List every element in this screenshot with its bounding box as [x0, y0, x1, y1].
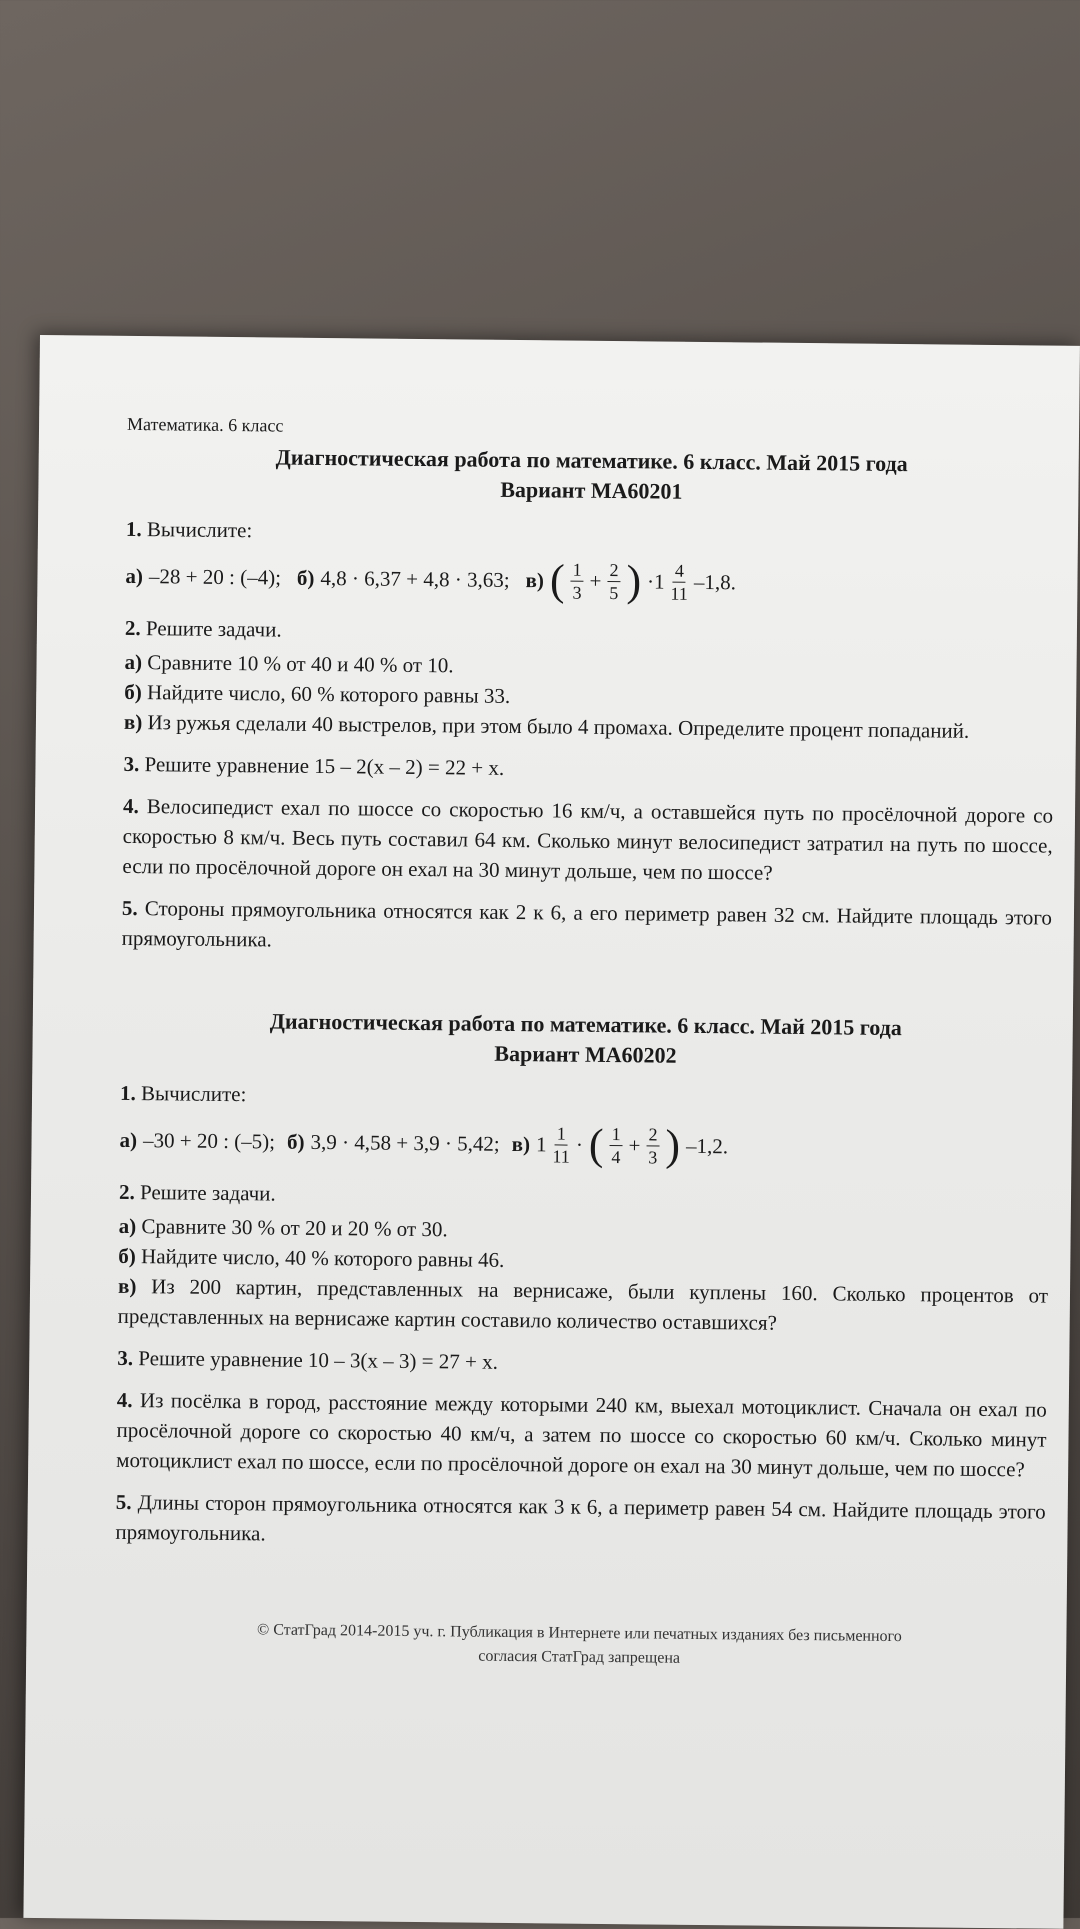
- v2-t1-a-label: а): [119, 1127, 138, 1152]
- fraction: [607, 558, 620, 603]
- fraction: [570, 558, 583, 603]
- item-text: Из ружья сделали 40 выстрелов, при этом было 4 промаха. Определите процент попаданий.: [147, 710, 970, 743]
- v2-t1-c-label: в): [511, 1131, 531, 1156]
- denominator: 11: [552, 1145, 570, 1167]
- item-text: Найдите число, 40 % которого равны 46.: [140, 1244, 505, 1272]
- v1-t1-a-expr: –28 + 20 : (–4);: [148, 563, 282, 590]
- fraction: [670, 559, 688, 604]
- v2-t1-b-label: б): [286, 1129, 305, 1154]
- right-paren: ): [665, 1120, 681, 1170]
- numerator: 2: [607, 558, 620, 581]
- v1-task-1-num: 1.: [125, 516, 142, 542]
- v2-t1-b-expr: 3,9 · 4,58 + 3,9 · 5,42;: [310, 1129, 500, 1156]
- numerator: 1: [571, 558, 584, 581]
- item-text: Найдите число, 60 % которого равны 33.: [146, 680, 511, 708]
- document-content: [114, 414, 1057, 1675]
- numerator: 1: [610, 1123, 623, 1146]
- task-num: 5.: [121, 895, 138, 921]
- v1-t1-c-label: в): [525, 567, 545, 592]
- v1-t1-a-label: а): [125, 563, 144, 588]
- item-label: б): [118, 1243, 136, 1269]
- v1-task-3: [123, 749, 1053, 789]
- v2-task-1-expressions: [119, 1112, 1050, 1178]
- item-label: б): [124, 679, 142, 705]
- copyright-footer: [114, 1617, 1044, 1675]
- task-num: 5.: [115, 1489, 132, 1515]
- multiply-sign: ·: [575, 1132, 584, 1157]
- expression-tail: –1,8.: [693, 569, 737, 594]
- item-text: Сравните 30 % от 20 и 20 % от 30.: [141, 1214, 448, 1242]
- item-label: в): [123, 709, 143, 735]
- task-num: 4.: [116, 1387, 133, 1413]
- v1-task-4: [122, 791, 1053, 891]
- v1-task-2-title: Решите задачи.: [145, 616, 282, 642]
- variant-1-title: Диагностическая работа по математике. 6 класс. Май 2015 года: [275, 444, 908, 477]
- plus-sign: +: [628, 1132, 641, 1157]
- v2-task-4: [116, 1385, 1047, 1485]
- item-label: а): [124, 649, 143, 675]
- v2-task-5: [115, 1487, 1046, 1557]
- v1-t1-b-expr: 4,8 · 6,37 + 4,8 · 3,63;: [320, 565, 510, 592]
- page-header: Математика. 6 класс: [126, 413, 284, 436]
- denominator: 4: [611, 1146, 621, 1167]
- footer-line-2: согласия СтатГрад запрещена: [478, 1647, 681, 1667]
- v2-task-1-num: 1.: [119, 1080, 136, 1106]
- denominator: 3: [572, 582, 582, 603]
- right-paren: ): [626, 556, 642, 606]
- denominator: 5: [609, 582, 619, 603]
- item-label: а): [118, 1213, 137, 1239]
- v1-task-1-title: Вычислите:: [146, 517, 253, 543]
- v2-task-2c: [118, 1271, 1049, 1341]
- footer-line-1: © СтатГрад 2014-2015 уч. г. Публикация в Интернете или печатных изданиях без письменного: [257, 1621, 902, 1646]
- variant-2-code: Вариант МА60202: [494, 1040, 677, 1068]
- v1-t1-b-label: б): [296, 565, 315, 590]
- variant-1-code: Вариант МА60201: [500, 476, 683, 504]
- fraction: [609, 1123, 622, 1168]
- v2-task-2-num: 2.: [118, 1179, 135, 1205]
- v1-task-1-expressions: [125, 548, 1056, 614]
- left-paren: (: [549, 555, 565, 605]
- task-text: Велосипедист ехал по шоссе со скоростью 16 км/ч, а оставшейся путь по просёлочной дороге со скоростью 8 км/ч. Весь путь составил 64 км. Сколько минут велосипедист затратил на путь по шоссе, если по просёлочной дороге он ехал на 30 минут дольше, чем по шоссе?: [122, 794, 1054, 885]
- v2-task-1: [119, 1081, 1050, 1178]
- mixed-whole: 1: [535, 1131, 547, 1156]
- left-paren: (: [588, 1119, 604, 1169]
- variant-2: [115, 1005, 1051, 1557]
- v2-task-2-title: Решите задачи.: [139, 1180, 276, 1206]
- numerator: 1: [555, 1122, 568, 1145]
- expression-tail: –1,2.: [685, 1133, 729, 1158]
- task-text: Стороны прямоугольника относятся как 2 к 6, а его периметр равен 32 см. Найдите площадь этого прямоугольника.: [121, 896, 1053, 952]
- paper-sheet: [23, 335, 1080, 1929]
- v2-t1-a-expr: –30 + 20 : (–5);: [142, 1127, 276, 1154]
- plus-sign: +: [589, 568, 602, 593]
- item-text: Из 200 картин, представленных на вернисаже, были куплены 160. Сколько процентов от представленных на вернисаже картин составило количество оставшихся?: [117, 1274, 1049, 1335]
- variant-1: [122, 441, 1057, 963]
- item-text: Сравните 10 % от 40 и 40 % от 10.: [147, 650, 454, 678]
- denominator: 11: [670, 583, 688, 604]
- task-text: Решите уравнение 15 – 2(x – 2) = 22 + x.: [144, 752, 505, 780]
- task-num: 3.: [123, 751, 140, 777]
- numerator: 2: [646, 1123, 659, 1146]
- mixed-whole: ·1: [647, 568, 665, 594]
- variant-2-title: Диагностическая работа по математике. 6 класс. Май 2015 года: [269, 1008, 902, 1041]
- v1-task-2-num: 2.: [124, 615, 141, 641]
- fraction: [646, 1123, 659, 1168]
- v1-task-1: [125, 517, 1056, 614]
- task-num: 3.: [117, 1345, 134, 1371]
- v2-task-3: [117, 1343, 1047, 1383]
- denominator: 3: [648, 1146, 658, 1168]
- item-label: в): [117, 1273, 137, 1299]
- task-text: Решите уравнение 10 – 3(x – 3) = 27 + x.: [138, 1346, 499, 1374]
- fraction: [552, 1122, 570, 1167]
- v1-task-5: [122, 893, 1053, 963]
- v2-task-2: [118, 1180, 1050, 1341]
- numerator: 4: [673, 559, 686, 582]
- task-num: 4.: [122, 793, 139, 819]
- task-text: Длины сторон прямоугольника относятся как 3 к 6, а периметр равен 54 см. Найдите площадь этого прямоугольника.: [115, 1490, 1046, 1546]
- v1-task-2: [124, 616, 1055, 747]
- v2-task-1-title: Вычислите:: [140, 1081, 247, 1107]
- task-text: Из посёлка в город, расстояние между которыми 240 км, выехал мотоциклист. Сначала он ехал по просёлочной дороге со скоростью 40 км/ч, а затем по шоссе со скоростью 60 км/ч. Сколько минут мотоциклист ехал по шоссе, если по просёлочной дороге он ехал на 30 минут дольше, чем по шоссе?: [116, 1388, 1047, 1482]
